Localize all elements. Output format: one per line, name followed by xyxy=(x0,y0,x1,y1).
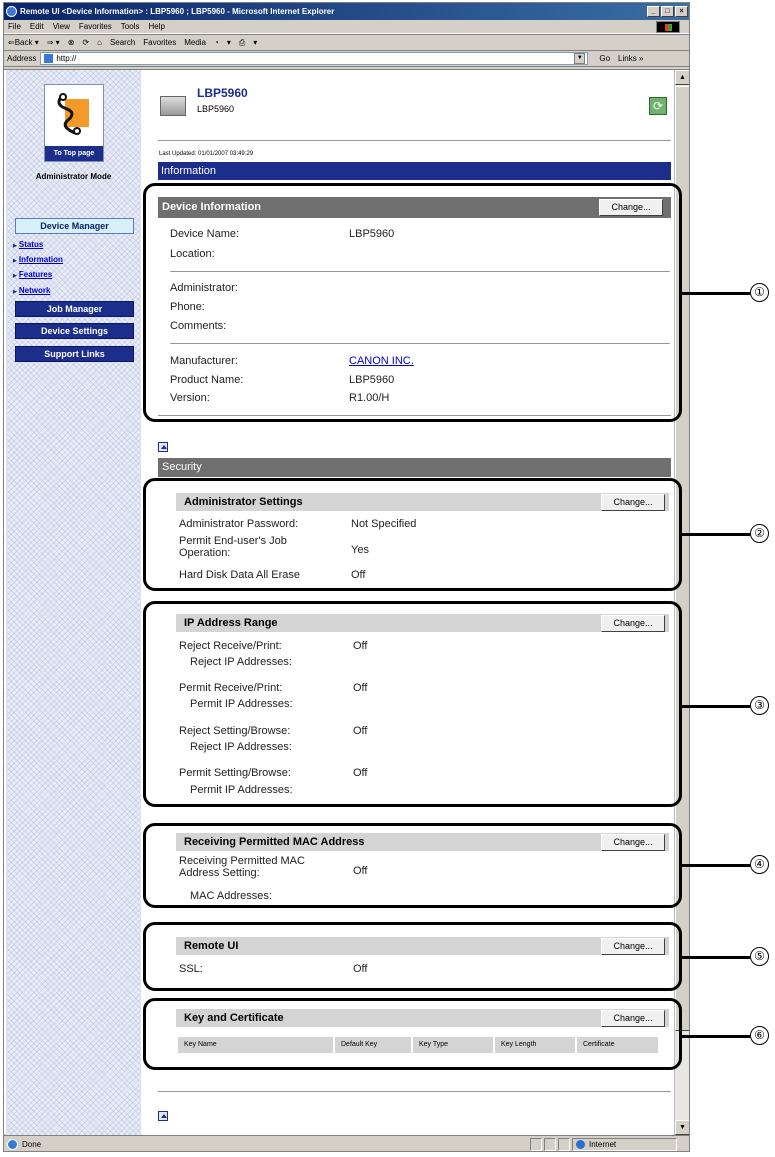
ip-row-value: Off xyxy=(353,640,368,652)
column-default-key: Default Key xyxy=(335,1037,411,1053)
admin-settings-change-button[interactable]: Change... xyxy=(601,494,665,511)
divider xyxy=(158,1091,671,1092)
forward-button[interactable]: ⇒ ▾ xyxy=(46,38,60,47)
column-key-name: Key Name xyxy=(178,1037,333,1053)
menu-view[interactable]: View xyxy=(52,22,70,31)
product-name-label: Product Name: xyxy=(170,374,244,386)
address-value: http:// xyxy=(56,54,77,63)
top-page-button[interactable] xyxy=(44,84,104,162)
administrator-label: Administrator: xyxy=(170,282,238,294)
admin-password-label: Administrator Password: xyxy=(179,518,299,530)
key-certificate-header: Key and Certificate xyxy=(176,1009,669,1027)
hard-disk-erase-value: Off xyxy=(351,569,366,581)
status-cell xyxy=(530,1138,542,1151)
zone-text: Internet xyxy=(589,1139,617,1149)
ip-row-label: Permit Receive/Print: xyxy=(179,682,283,694)
menu-file[interactable]: File xyxy=(8,22,21,31)
admin-settings-header: Administrator Settings xyxy=(176,493,669,511)
sidebar xyxy=(6,70,141,1135)
comments-label: Comments: xyxy=(170,320,227,332)
mac-address-header: Receiving Permitted MAC Address xyxy=(176,833,669,851)
ip-row-value: Off xyxy=(353,767,368,779)
ssl-label: SSL: xyxy=(179,963,203,975)
callout-frame-3 xyxy=(143,601,682,807)
media-button[interactable]: Media xyxy=(184,38,206,47)
column-key-length: Key Length xyxy=(495,1037,575,1053)
callout-frame-1 xyxy=(143,183,682,422)
address-bar xyxy=(4,51,689,67)
address-dropdown-button[interactable]: ▼ xyxy=(574,53,585,64)
status-cell xyxy=(558,1138,570,1151)
key-certificate-change-button[interactable]: Change... xyxy=(601,1010,665,1027)
nav-link-information[interactable]: ▶ Information xyxy=(13,255,63,264)
device-info-change-button[interactable]: Change... xyxy=(599,199,663,216)
go-button[interactable]: Go xyxy=(599,54,611,63)
page-icon xyxy=(44,54,53,63)
nav-link-network[interactable]: ▶ Network xyxy=(13,286,50,295)
version-value: R1.00/H xyxy=(349,392,390,404)
callout-5: ⑤ xyxy=(750,947,769,966)
status-cell xyxy=(544,1138,556,1151)
column-key-type: Key Type xyxy=(413,1037,493,1053)
globe-icon xyxy=(576,1140,585,1149)
stop-button[interactable]: ⊗ xyxy=(67,38,75,47)
print-button[interactable]: ⎙ xyxy=(238,37,246,47)
column-certificate: Certificate xyxy=(577,1037,658,1053)
callout-leader xyxy=(682,956,750,959)
close-button[interactable]: × xyxy=(675,6,688,17)
callout-frame-6 xyxy=(143,998,682,1070)
links-button[interactable]: Links » xyxy=(618,54,644,63)
printer-icon xyxy=(160,96,186,116)
information-header: Information xyxy=(158,162,671,180)
minimize-button[interactable]: _ xyxy=(647,6,660,17)
device-manager-button[interactable]: Device Manager xyxy=(15,218,134,234)
status-text: Done xyxy=(22,1139,42,1149)
ip-row-sub-label: Reject IP Addresses: xyxy=(190,741,292,753)
refresh-icon[interactable]: ⟳ xyxy=(649,97,667,115)
support-links-button[interactable]: Support Links xyxy=(15,346,134,362)
menu-tools[interactable]: Tools xyxy=(120,22,140,31)
administrator-mode-label: Administrator Mode xyxy=(35,172,112,181)
toolbar xyxy=(4,34,689,51)
top-page-label: To Top page xyxy=(45,146,103,161)
ip-row-sub-label: Permit IP Addresses: xyxy=(190,784,293,796)
permit-job-operation-value: Yes xyxy=(351,544,369,556)
ip-row-sub-label: Reject IP Addresses: xyxy=(190,656,292,668)
scroll-up-icon[interactable]: ▲ xyxy=(675,70,690,85)
menu-bar xyxy=(4,20,689,34)
callout-leader xyxy=(682,864,750,867)
device-title: LBP5960 xyxy=(197,86,248,100)
device-model: LBP5960 xyxy=(197,104,235,114)
mac-addresses-label: MAC Addresses: xyxy=(190,890,272,902)
windows-logo-icon xyxy=(656,21,680,33)
device-name-value: LBP5960 xyxy=(349,228,395,240)
remote-ui-logo-icon xyxy=(53,91,95,137)
ip-row-label: Permit Setting/Browse: xyxy=(179,767,291,779)
callout-leader xyxy=(682,292,750,295)
security-header: Security xyxy=(158,458,671,477)
address-label: Address xyxy=(7,54,37,63)
edit-menu-button[interactable]: ▾ xyxy=(253,38,258,47)
ip-row-sub-label: Permit IP Addresses: xyxy=(190,698,293,710)
ie-icon xyxy=(6,6,17,17)
remote-ui-header: Remote UI xyxy=(176,937,669,955)
phone-label: Phone: xyxy=(170,301,205,313)
nav-link-features[interactable]: ▶ Features xyxy=(13,270,52,279)
ip-row-value: Off xyxy=(353,682,368,694)
last-updated: Last Updated: 01/01/2007 03:49:29 xyxy=(159,151,254,157)
favorites-button[interactable]: Favorites xyxy=(143,38,177,47)
page-status-icon xyxy=(7,1139,18,1150)
zone-indicator xyxy=(572,1138,677,1151)
callout-frame-2 xyxy=(143,478,682,591)
title-bar xyxy=(4,3,689,20)
callout-leader xyxy=(682,533,750,536)
mac-setting-label: Receiving Permitted MAC Address Setting: xyxy=(179,855,305,879)
ip-range-change-button[interactable]: Change... xyxy=(601,615,665,632)
history-button[interactable]: ◔ xyxy=(214,38,219,47)
callout-leader xyxy=(682,1035,750,1038)
location-label: Location: xyxy=(170,248,215,260)
home-button[interactable]: ⌂ xyxy=(97,38,102,47)
permit-job-operation-label: Permit End-user's Job Operation: xyxy=(179,535,287,559)
menu-favorites[interactable]: Favorites xyxy=(78,22,112,31)
manufacturer-link[interactable]: CANON INC. xyxy=(349,355,414,367)
version-label: Version: xyxy=(170,392,210,404)
device-settings-button[interactable]: Device Settings xyxy=(15,323,134,339)
back-button[interactable]: ⇐Back ▾ xyxy=(8,38,39,47)
search-button[interactable]: Search xyxy=(109,38,136,47)
callout-leader xyxy=(682,705,750,708)
ip-row-label: Reject Receive/Print: xyxy=(179,640,282,652)
mac-setting-value: Off xyxy=(353,865,368,877)
ssl-value: Off xyxy=(353,963,368,975)
mail-button[interactable]: ▾ xyxy=(226,38,231,47)
menu-edit[interactable]: Edit xyxy=(29,22,44,31)
device-name-label: Device Name: xyxy=(170,228,240,240)
maximize-button[interactable]: □ xyxy=(661,6,674,17)
nav-link-status[interactable]: ▶ Status xyxy=(13,240,43,249)
job-manager-button[interactable]: Job Manager xyxy=(15,301,134,317)
callout-frame-4 xyxy=(143,823,682,908)
device-information-header: Device Information xyxy=(158,197,671,218)
callout-3: ③ xyxy=(750,696,769,715)
ip-row-label: Reject Setting/Browse: xyxy=(179,725,291,737)
back-to-top-icon[interactable] xyxy=(158,442,168,452)
mac-address-change-button[interactable]: Change... xyxy=(601,834,665,851)
callout-1: ① xyxy=(750,283,769,302)
back-to-top-icon[interactable] xyxy=(158,1111,168,1121)
ip-row-value: Off xyxy=(353,725,368,737)
window-title: Remote UI <Device Information> : LBP5960 ; LBP5960 - Microsoft Internet Explorer xyxy=(20,7,335,16)
scroll-down-icon[interactable]: ▼ xyxy=(675,1120,690,1135)
refresh-button[interactable]: ⟳ xyxy=(82,38,90,47)
manufacturer-label: Manufacturer: xyxy=(170,355,238,367)
remote-ui-change-button[interactable]: Change... xyxy=(601,938,665,955)
callout-4: ④ xyxy=(750,855,769,874)
product-name-value: LBP5960 xyxy=(349,374,395,386)
callout-frame-5 xyxy=(143,922,682,991)
ip-range-header: IP Address Range xyxy=(176,614,669,632)
callout-6: ⑥ xyxy=(750,1026,769,1045)
address-input[interactable] xyxy=(40,52,588,65)
callout-2: ② xyxy=(750,524,769,543)
admin-password-value: Not Specified xyxy=(351,518,417,530)
menu-help[interactable]: Help xyxy=(148,22,165,31)
status-bar xyxy=(4,1135,689,1152)
hard-disk-erase-label: Hard Disk Data All Erase xyxy=(179,569,301,581)
divider xyxy=(158,140,671,141)
